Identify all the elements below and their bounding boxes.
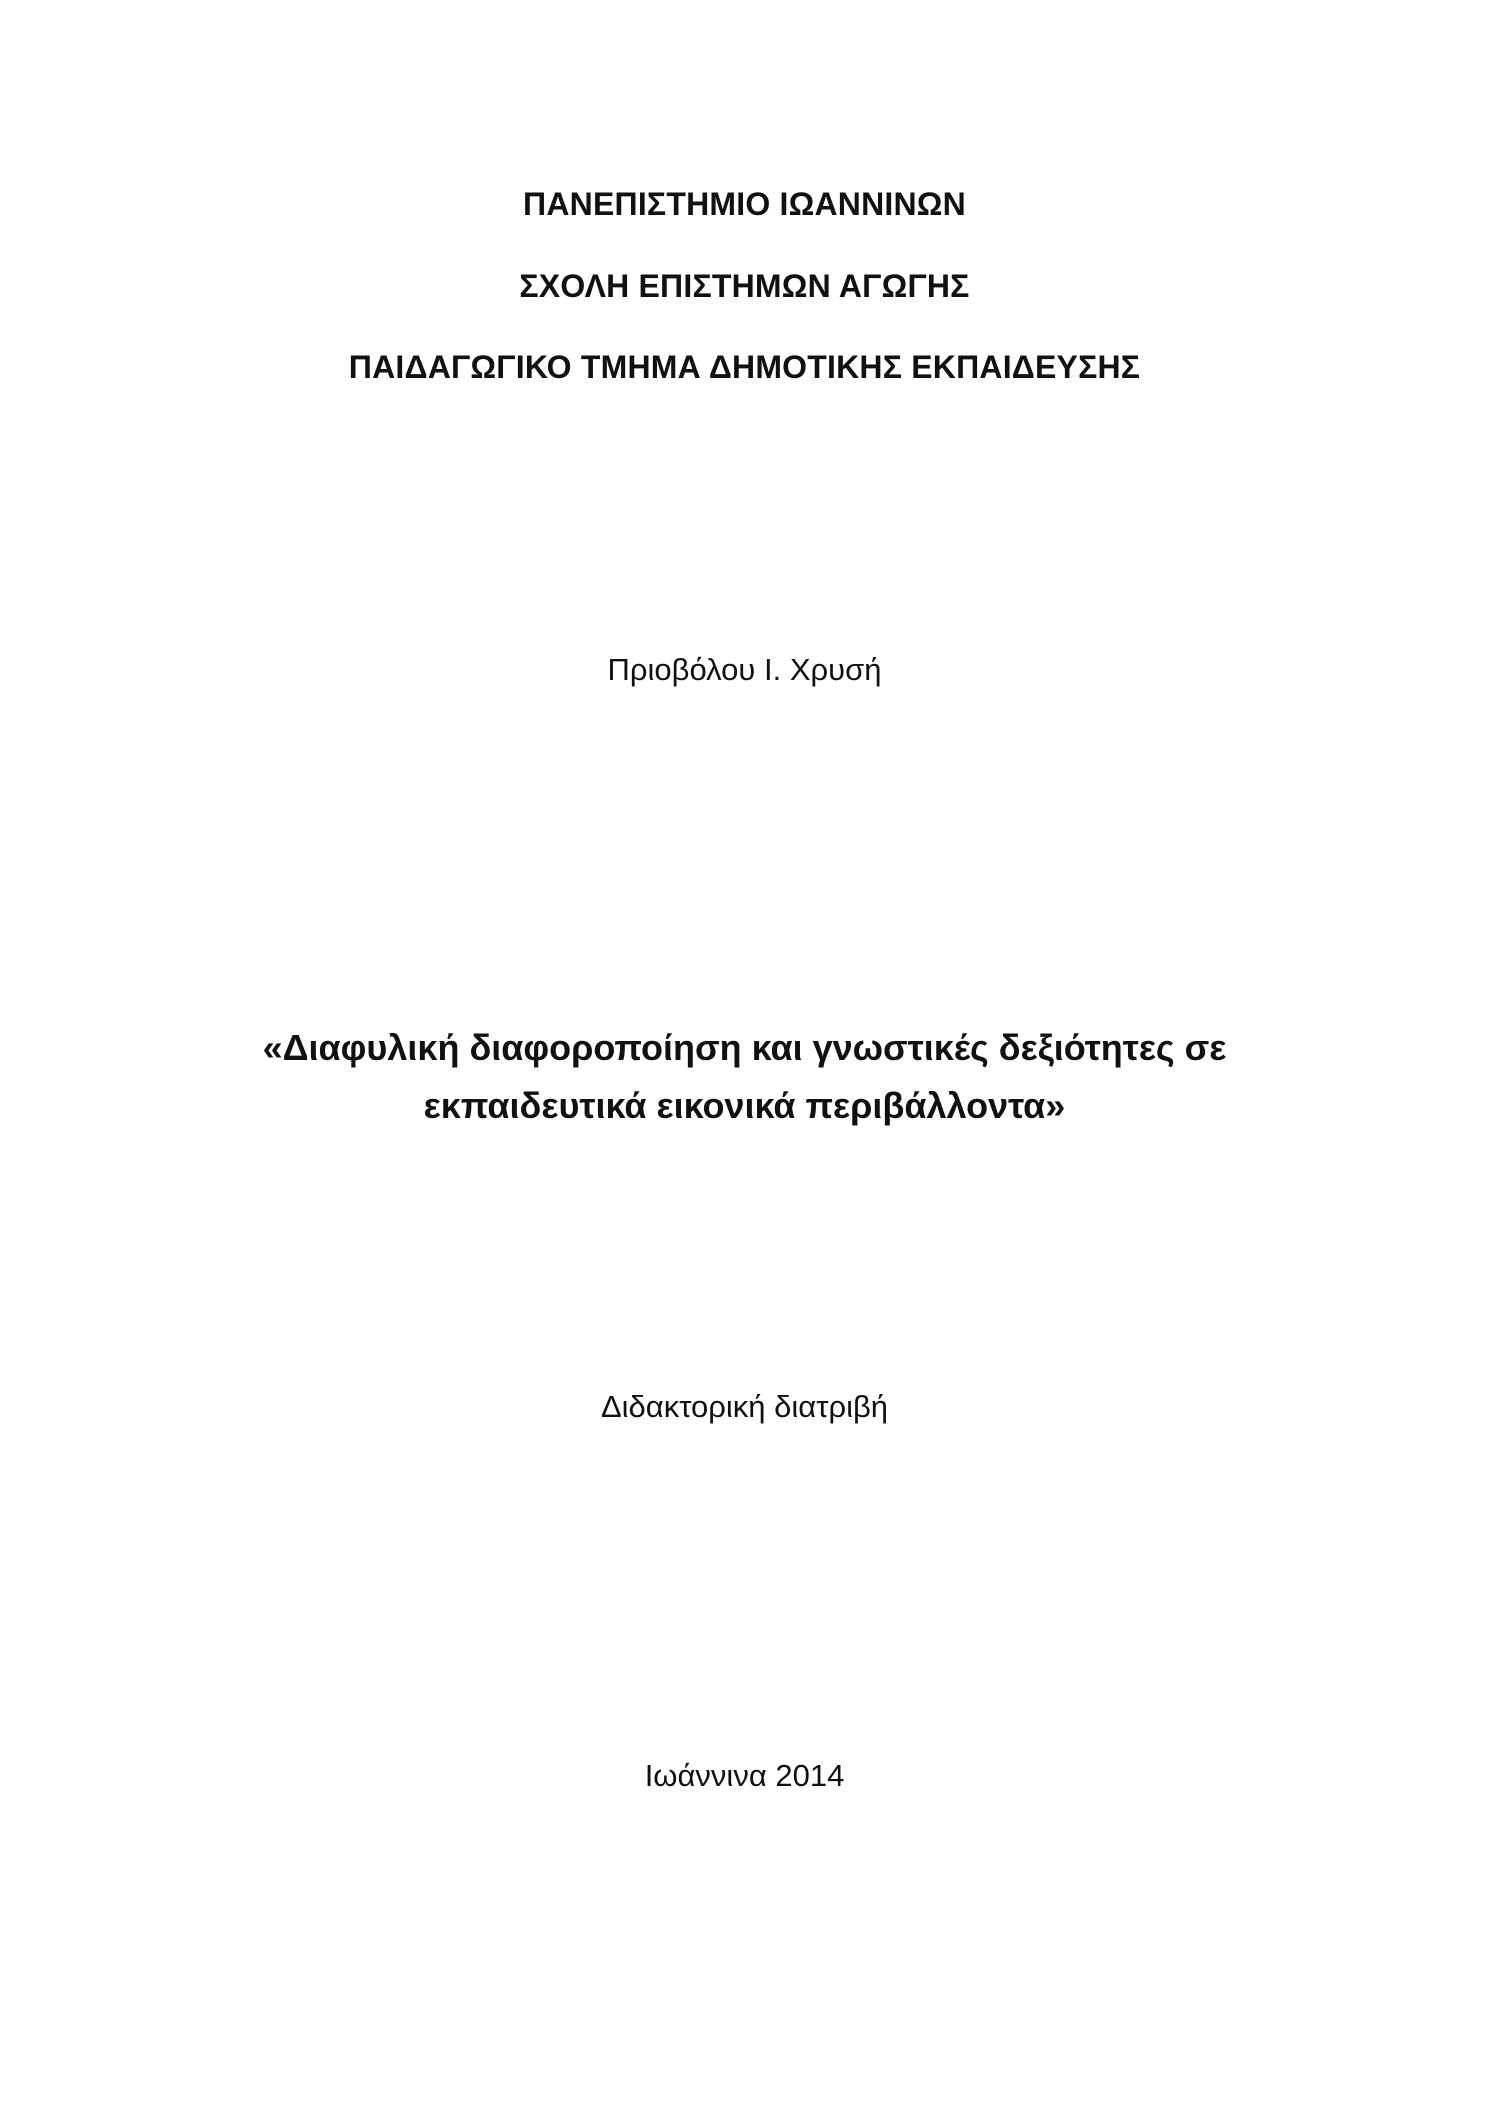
document-type: Διδακτορική διατριβή	[600, 1389, 889, 1424]
university-name: ΠΑΝΕΠΙΣΤΗΜΙΟ ΙΩΑΝΝΙΝΩΝ	[523, 186, 966, 222]
place-and-year: Ιωάννινα 2014	[644, 1758, 845, 1793]
department-name: ΠΑΙΔΑΓΩΓΙΚΟ ΤΜΗΜΑ ΔΗΜΟΤΙΚΗΣ ΕΚΠΑΙΔΕΥΣΗΣ	[348, 349, 1141, 385]
school-name: ΣΧΟΛΗ ΕΠΙΣΤΗΜΩΝ ΑΓΩΓΗΣ	[519, 268, 970, 304]
thesis-title-line-1: «Διαφυλική διαφοροποίηση και γνωστικές δεξιότητες σε	[262, 1027, 1227, 1068]
author-name: Πριοβόλου Ι. Χρυσή	[607, 652, 882, 687]
thesis-title-line-2: εκπαιδευτικά εικονικά περιβάλλοντα»	[423, 1085, 1066, 1126]
